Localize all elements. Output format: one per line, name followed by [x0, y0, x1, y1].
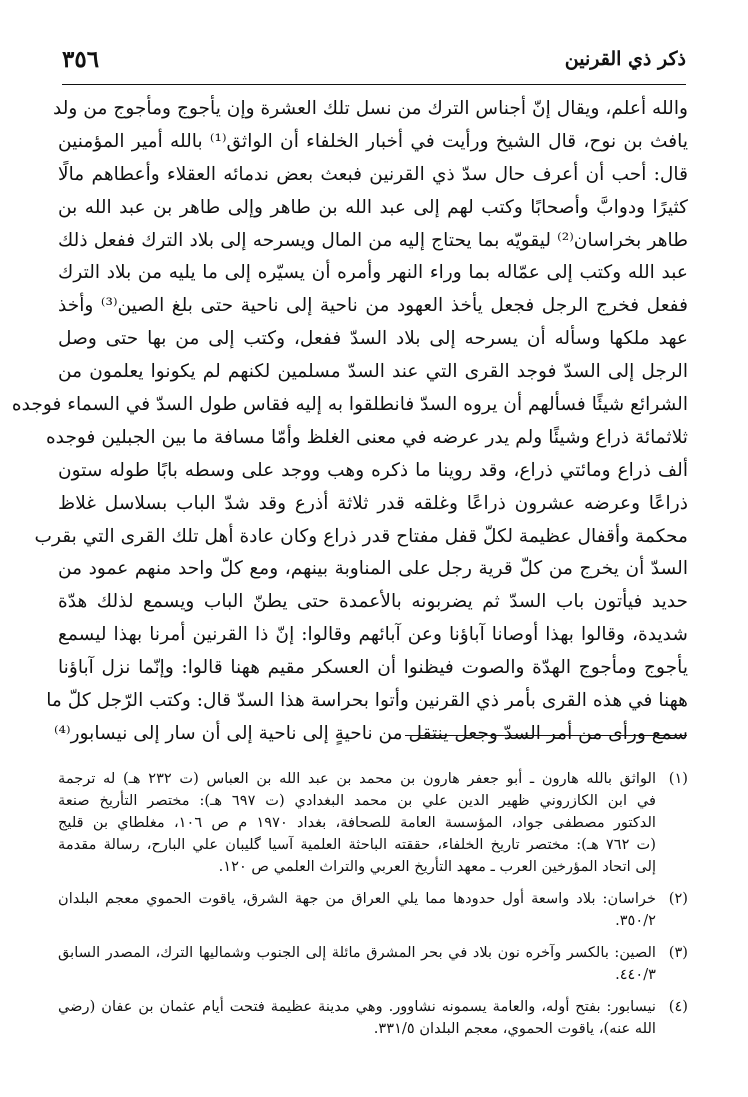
body-line: عهد ملكها وسأله أن يسرحه إلى بلاد السدّ ففعل، وكتب إلى من بها حتى وصل — [58, 328, 688, 350]
body-line: طاهر بخراسان⁽²⁾ ليقويّه بما يحتاج إليه من المال ويسرحه إلى بلاد الترك ففعل ذلك — [58, 229, 688, 251]
footnote-mark: (٤) — [668, 998, 688, 1015]
footnote-text — [58, 942, 656, 986]
body-line: ففعل فخرج الرجل فجعل يأخذ العهود من ناحية إلى ناحية حتى بلغ الصين⁽³⁾ وأخذ — [58, 295, 688, 317]
body-line: سمع ورأى من أمر السدّ وجعل ينتقل من ناحيةٍ إلى ناحية إلى أن سار إلى نيسابور⁽⁴⁾ — [53, 722, 688, 744]
body-line: ألف ذراع ومائتي ذراع، وقد روينا ما ذكره وهب ووجد على وسطه بابًا طوله ستون — [58, 459, 688, 481]
body-line: السدّ أن يخرج من كلّ قرية رجل على المناوبة بينهم، ومع كلّ واحد منهم عمود من — [58, 558, 688, 580]
body-line: قال: أحب أن أعرف حال سدّ ذي القرنين فبعث بعض ندمائه العقلاء وأعطاهم مالًا — [58, 163, 688, 185]
body-line: الشرائع شيئًا فسألهم أن يروه السدّ فانطلقوا به إليه فقاس طول السدّ في السماء فوجده — [11, 394, 688, 416]
footnote — [58, 768, 688, 878]
footnote-line: الواثق بالله هارون ـ أبو جعفر هارون بن محمد بن عبد الله بن العباس (ت ٢٣٢ هـ) له ترجمة — [58, 770, 656, 787]
main-text — [11, 93, 688, 751]
footnote — [58, 996, 688, 1040]
footnote-mark: (٣) — [668, 944, 688, 961]
footnote-separator — [405, 735, 687, 736]
body-line: ههنا في هذه القرى بأمر ذي القرنين وأتوا بحراسة هذا السدّ قال: وكتب الرّجل كلّ ما — [46, 690, 688, 712]
footnotes — [58, 768, 688, 1050]
footnote-line: نيسابور: بفتح أوله، والعامة يسمونه نشاوور. وهي مدينة عظيمة فتحت أيام عثمان بن عفان (رضي — [58, 998, 656, 1015]
footnote-line: خراسان: بلاد واسعة أول حدودها مما يلي العراق من جهة الشرق، ياقوت الحموي معجم البلدان — [58, 890, 656, 907]
body-line: عبد الله وكتب إلى عمّاله بما وراء النهر وأمره أن يسيّره إلى ما يليه من بلاد الترك — [58, 262, 688, 284]
footnote-line: ٤٤٠/٣. — [615, 966, 656, 983]
footnote-line: في ابن الكازروني ظهير الدين علي بن محمد البغدادي (ت ٦٩٧ هـ): مختصر التأريخ صنعة — [58, 792, 657, 809]
body-line: ذراعًا وعرضه عشرون ذراعًا وغلقه قدر ثلاثة أذرع وقد شدّ الباب بسلاسل غلاظ — [58, 492, 688, 514]
body-line: والله أعلم، ويقال إنّ أجناس الترك من نسل تلك العشرة وإن يأجوج ومأجوج من ولد — [52, 98, 688, 119]
body-line: شديدة، وقالوا بهذا أوصانا آباؤنا وعن آبائهم وقالوا: إنّ ذا القرنين أمرنا بهذا ليسمع — [58, 624, 688, 646]
footnote-line: الدكتور مصطفى جواد، المؤسسة العامة للصحافة، بغداد ١٩٧٠ م ص ١٠٦، مغلطاي بن قليج — [58, 814, 656, 831]
running-title: ذكر ذي القرنين — [564, 48, 686, 70]
footnote-line: الصين: بالكسر وآخره نون بلاد في بحر المشرق مائلة إلى الجنوب وشماليها الترك، المصدر السابق — [58, 944, 656, 961]
footnote — [58, 888, 688, 932]
body-line: يافث بن نوح، قال الشيخ ورأيت في أخبار الخلفاء أن الواثق⁽¹⁾ بالله أمير المؤمنين — [58, 130, 688, 152]
body-line: كثيرًا ودوابَّ وأصحابًا وكتب لهم إلى عبد الله بن طاهر وإلى طاهر بن عبد الله بن — [58, 196, 688, 218]
footnote-mark: (٢) — [668, 890, 688, 907]
body-line: ثلاثمائة ذراع وشيئًا ولم يدر عرضه في معنى الغلظ وأمّا مسافة ما بين الجبلين فوجده — [45, 426, 688, 448]
body-line: حديد فيأتون باب السدّ ثم يضربونه بالأعمدة حتى يطنّ الباب ويسمع لذلك هدّة — [58, 591, 688, 613]
footnote-text — [58, 996, 656, 1040]
footnote-line: الله عنه)، ياقوت الحموي، معجم البلدان ٣٣١/٥. — [373, 1020, 656, 1037]
footnote-text — [58, 768, 656, 878]
body-line: يأجوج ومأجوج الهدّة والصوت فيظنوا أن العسكر مقيم ههنا قالوا: وإنّما نزل آباؤنا — [58, 657, 688, 679]
footnote-text — [58, 888, 656, 932]
footnote-mark: (١) — [668, 770, 688, 787]
footnote-line: ٣٥٠/٢. — [615, 912, 656, 929]
footnote — [58, 942, 688, 986]
page-header — [62, 44, 686, 80]
footnote-line: إلى اتحاد المؤرخين العرب ـ معهد التأريخ العربي والتراث العلمي ص ١٢٠. — [218, 858, 656, 875]
header-rule — [62, 84, 686, 85]
page-number: ٣٥٦ — [62, 46, 100, 73]
body-line: الرجل إلى السدّ فوجد القرى التي عند السدّ مسلمين لكنهم لم يكونوا يعلمون من — [58, 361, 688, 383]
body-line: محكمة وأقفال عظيمة لكلّ قفل مفتاح قدر ذراع وكان عادة أهل تلك القرى التي بقرب — [34, 525, 688, 547]
footnote-line: (ت ٧٦٢ هـ): مختصر تاريخ الخلفاء، حققته الباحثة العلمية آسيا گليبان علي البارح، رسالة مقدمة — [58, 836, 656, 853]
